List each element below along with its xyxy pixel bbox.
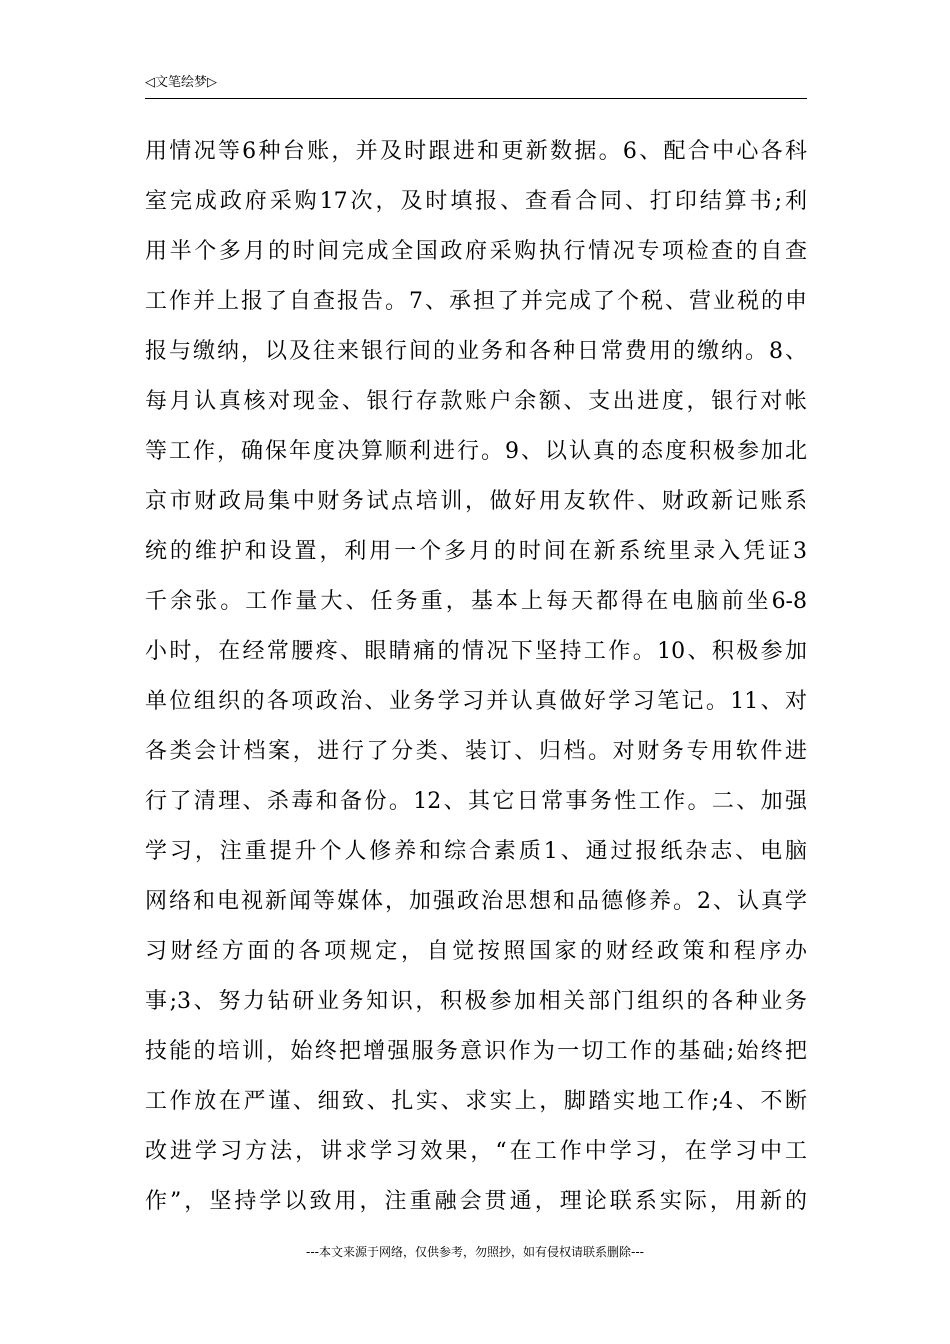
body-line: 各类会计档案，进行了分类、装订、归档。对财务专用软件进 bbox=[145, 739, 807, 764]
body-line: 用情况等6种台账，并及时跟进和更新数据。6、配合中心各科 bbox=[145, 139, 807, 164]
body-line: 单位组织的各项政治、业务学习并认真做好学习笔记。11、对 bbox=[145, 689, 807, 714]
body-line: 工作并上报了自查报告。7、承担了并完成了个税、营业税的申 bbox=[145, 289, 807, 314]
body-line: 等工作，确保年度决算顺利进行。9、以认真的态度积极参加北 bbox=[145, 439, 807, 464]
footer-disclaimer: ---本文来源于网络，仅供参考，勿照抄，如有侵权请联系删除--- bbox=[306, 1245, 644, 1259]
body-line: 工作放在严谨、细致、扎实、求实上，脚踏实地工作;4、不断 bbox=[145, 1089, 807, 1114]
body-line: 习财经方面的各项规定，自觉按照国家的财经政策和程序办 bbox=[145, 939, 807, 964]
header-title: ◁文笔绘梦▷ bbox=[145, 75, 217, 90]
body-line: 千余张。工作量大、任务重，基本上每天都得在电脑前坐6-8 bbox=[145, 589, 807, 614]
body-line: 学习，注重提升个人修养和综合素质1、通过报纸杂志、电脑 bbox=[145, 839, 807, 864]
body-line: 小时，在经常腰疼、眼睛痛的情况下坚持工作。10、积极参加 bbox=[145, 639, 807, 664]
page-footer bbox=[0, 1244, 950, 1260]
body-line: 技能的培训，始终把增强服务意识作为一切工作的基础;始终把 bbox=[145, 1039, 807, 1064]
body-line: 京市财政局集中财务试点培训，做好用友软件、财政新记账系 bbox=[145, 489, 807, 514]
document-body bbox=[145, 130, 807, 1230]
page-header bbox=[145, 70, 807, 99]
body-line: 改进学习方法，讲求学习效果，“在工作中学习，在学习中工 bbox=[145, 1139, 807, 1164]
body-line: 报与缴纳，以及往来银行间的业务和各种日常费用的缴纳。8、 bbox=[145, 339, 807, 364]
body-line: 用半个多月的时间完成全国政府采购执行情况专项检查的自查 bbox=[145, 239, 807, 264]
body-line: 统的维护和设置，利用一个多月的时间在新系统里录入凭证3 bbox=[145, 539, 807, 564]
body-line: 行了清理、杀毒和备份。12、其它日常事务性工作。二、加强 bbox=[145, 789, 807, 814]
body-line: 网络和电视新闻等媒体，加强政治思想和品德修养。2、认真学 bbox=[145, 889, 807, 914]
body-line: 室完成政府采购17次，及时填报、查看合同、打印结算书;利 bbox=[145, 189, 807, 214]
body-line: 作”，坚持学以致用，注重融会贯通，理论联系实际，用新的 bbox=[145, 1189, 807, 1214]
body-line: 每月认真核对现金、银行存款账户余额、支出进度，银行对帐 bbox=[145, 389, 807, 414]
body-line: 事;3、努力钻研业务知识，积极参加相关部门组织的各种业务 bbox=[145, 989, 807, 1014]
